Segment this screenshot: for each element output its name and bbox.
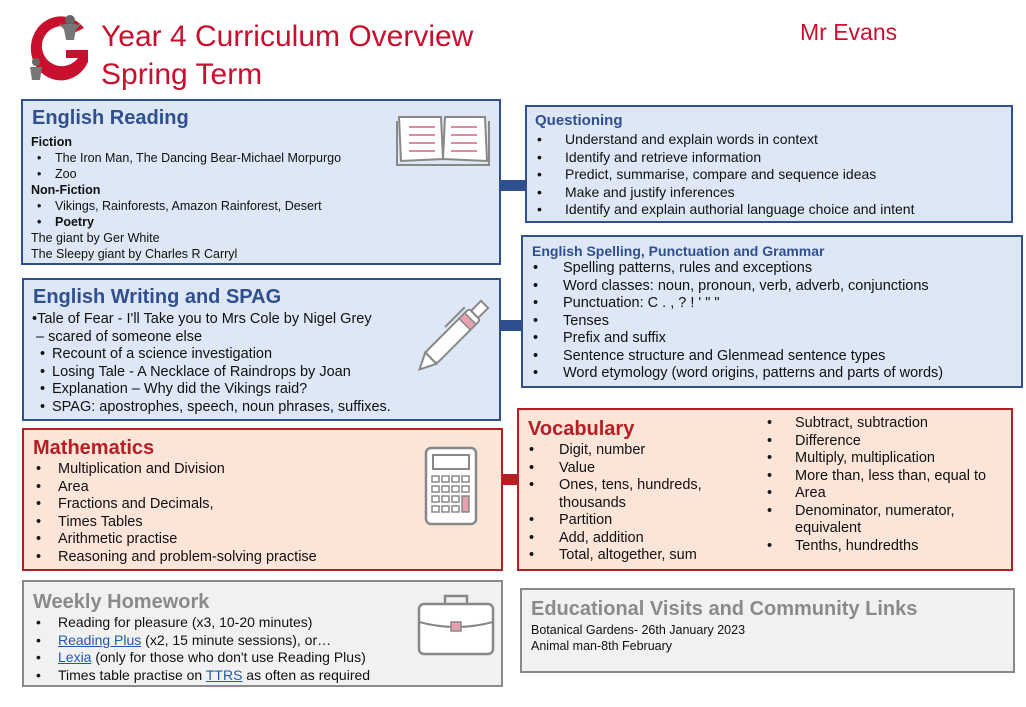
list-item: • Tenths, hundredths <box>759 538 999 556</box>
questioning-panel <box>525 105 1013 223</box>
list-item: • More than, less than, equal to <box>759 468 999 486</box>
list-item <box>28 649 428 667</box>
educational-visits-panel <box>520 588 1015 673</box>
list-item: • Arithmetic practise <box>28 531 408 549</box>
questioning-title: Questioning <box>535 112 623 129</box>
list-item: • Recount of a science investigation <box>32 346 422 364</box>
list-item: • Explanation – Why did the Vikings raid? <box>32 381 422 399</box>
list-item: • Vikings, Rainforests, Amazon Rainforest, Desert <box>31 198 391 214</box>
list-item <box>28 632 428 650</box>
list-item: • Sentence structure and Glenmead sentence types <box>525 348 1015 366</box>
poetry-heading: • Poetry <box>31 214 391 230</box>
ttrs-link[interactable]: TTRS <box>205 666 243 683</box>
writing-list <box>32 346 422 416</box>
list-item: • Add, addition <box>521 530 721 548</box>
english-writing-panel <box>22 278 501 421</box>
visit-line: Animal man-8th February <box>531 639 673 653</box>
list-item: • Multiply, multiplication <box>759 450 999 468</box>
list-item: • Punctuation: C . , ? ! ' " " <box>525 295 1015 313</box>
english-reading-panel <box>21 99 501 265</box>
lexia-link[interactable]: Lexia <box>58 649 92 665</box>
list-item: • Spelling patterns, rules and exceptions <box>525 260 1015 278</box>
homework-item-text: as often as required <box>242 666 371 683</box>
list-item: • Reasoning and problem-solving practise <box>28 549 408 567</box>
weekly-homework-title: Weekly Homework <box>33 591 210 613</box>
reading-plus-link[interactable]: Reading Plus <box>58 631 142 648</box>
book-icon <box>395 107 491 174</box>
calculator-icon <box>424 446 478 531</box>
list-item: • Times Tables <box>28 514 408 532</box>
nonfiction-list <box>31 198 391 214</box>
mathematics-list <box>28 461 408 566</box>
list-item: • Digit, number <box>521 442 721 460</box>
teacher-name: Mr Evans <box>800 19 898 45</box>
list-item: • Subtract, subtraction <box>759 415 999 433</box>
list-item: • Area <box>28 479 408 497</box>
list-item: • Make and justify inferences <box>529 184 1009 202</box>
list-item: • Denominator, numerator, equivalent <box>759 503 999 538</box>
list-item: • Area <box>759 485 999 503</box>
poetry-line: The Sleepy giant by Charles R Carryl <box>31 247 238 261</box>
list-item: • Partition <box>521 512 721 530</box>
briefcase-icon <box>417 592 495 663</box>
vocabulary-panel <box>517 408 1013 571</box>
homework-item-text: (only for those who don't use Reading Plus) <box>91 649 366 665</box>
writing-first-line: •Tale of Fear - I'll Take you to Mrs Cole by Nigel Grey <box>32 311 372 327</box>
list-item: • Losing Tale - A Necklace of Raindrops by Joan <box>32 364 422 382</box>
nonfiction-heading: Non-Fiction <box>31 183 101 197</box>
homework-item-text: Times table practise on <box>58 666 206 683</box>
vocabulary-title: Vocabulary <box>528 418 635 440</box>
spag-panel <box>521 235 1023 388</box>
vocabulary-list-left <box>521 442 721 565</box>
questioning-list <box>529 131 1009 219</box>
list-item: • The Iron Man, The Dancing Bear-Michael Morpurgo <box>31 150 391 166</box>
list-item: • Zoo <box>31 166 391 182</box>
vocabulary-list-right <box>759 415 999 555</box>
list-item: • Difference <box>759 433 999 451</box>
mathematics-panel <box>22 428 503 571</box>
page-title <box>101 18 473 94</box>
poetry-heading-list <box>31 214 391 230</box>
homework-item-text: Reading for pleasure (x3, 10-20 minutes) <box>58 614 313 630</box>
english-writing-title: English Writing and SPAG <box>33 286 282 308</box>
connector-writing-spag <box>499 320 523 331</box>
visit-line: Botanical Gardens- 26th January 2023 <box>531 623 746 637</box>
list-item: • Identify and retrieve information <box>529 149 1009 167</box>
list-item: • SPAG: apostrophes, speech, noun phrases, suffixes. <box>32 399 422 417</box>
list-item: • Tenses <box>525 313 1015 331</box>
list-item: • Multiplication and Division <box>28 461 408 479</box>
list-item <box>28 614 428 632</box>
list-item: • Prefix and suffix <box>525 330 1015 348</box>
fiction-heading: Fiction <box>31 135 72 149</box>
list-item: • Understand and explain words in context <box>529 131 1009 149</box>
list-item: • Word classes: noun, pronoun, verb, adverb, conjunctions <box>525 278 1015 296</box>
page-title-line1: Year 4 Curriculum Overview <box>101 20 474 53</box>
english-reading-title: English Reading <box>32 107 189 129</box>
pen-icon <box>412 290 502 379</box>
list-item: • Ones, tens, hundreds, thousands <box>521 477 721 512</box>
page-title-line2: Spring Term <box>101 58 263 91</box>
list-item <box>28 667 428 685</box>
educational-visits-title: Educational Visits and Community Links <box>531 598 918 620</box>
connector-reading-questioning <box>499 180 526 191</box>
writing-second-line: – scared of someone else <box>32 328 203 345</box>
homework-list <box>28 614 428 684</box>
list-item: • Word etymology (word origins, patterns and parts of words) <box>525 365 1015 383</box>
list-item: • Predict, summarise, compare and sequence ideas <box>529 166 1009 184</box>
list-item: • Total, altogether, sum <box>521 547 721 565</box>
list-item: • Fractions and Decimals, <box>28 496 408 514</box>
weekly-homework-panel <box>22 580 503 687</box>
homework-item-text: (x2, 15 minute sessions), or… <box>141 631 332 648</box>
spag-title: English Spelling, Punctuation and Grammar <box>532 243 825 259</box>
list-item: • Identify and explain authorial language choice and intent <box>529 201 1009 219</box>
poetry-line: The giant by Ger White <box>31 231 160 245</box>
school-logo <box>22 10 97 92</box>
mathematics-title: Mathematics <box>33 437 155 459</box>
fiction-list <box>31 150 391 182</box>
spag-list <box>525 260 1015 383</box>
list-item: • Value <box>521 460 721 478</box>
